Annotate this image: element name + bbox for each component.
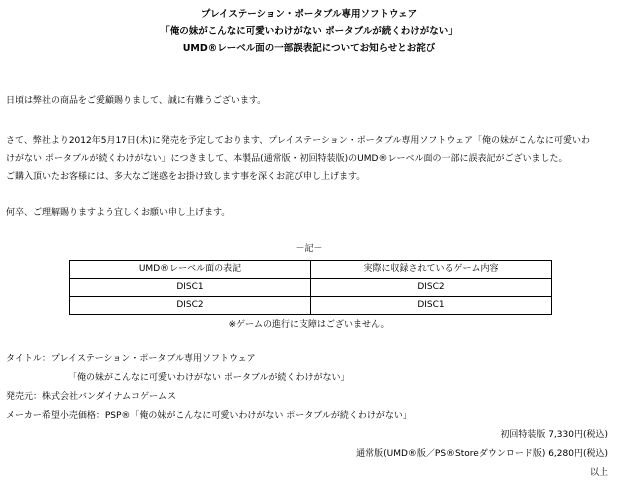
info-title-label: タイトル：プレイステーション・ポータブル専用ソフトウェア <box>6 354 256 364</box>
greeting-paragraph <box>6 92 612 110</box>
price-list <box>356 426 608 483</box>
table-cell: DISC1 <box>70 279 311 297</box>
table-header-row <box>70 261 552 279</box>
table-cell: DISC1 <box>311 297 552 315</box>
title-line-3: UMD®レーベル面の一部誤表記についてお知らせとお詫び <box>182 43 436 54</box>
table-row <box>70 297 552 315</box>
table-header-label: UMD®レーベル面の表記 <box>70 261 311 279</box>
product-info <box>6 350 612 426</box>
body-line-3: ご購入頂いたお客様には、多大なご迷惑をお掛け致します事を深くお詫び申し上げます。 <box>6 172 366 182</box>
table-note: ※ゲームの進行に支障はございません。 <box>228 320 390 330</box>
ki-heading: －記－ <box>295 244 323 254</box>
info-title-name: 「俺の妹がこんなに可愛いわけがない ポータブルが続くわけがない」 <box>68 373 350 383</box>
body-line-2: けがない ポータブルが続くわけがない」につきまして、本製品(通常版・初回特装版)のUMD®レーベル面の一部に誤表記がございました。 <box>6 154 568 164</box>
body-paragraph <box>6 132 612 186</box>
notice-title <box>0 6 618 57</box>
info-price-label: メーカー希望小売価格：PSP®「俺の妹がこんなに可愛いわけがない ポータブルが続くわけがない」 <box>6 411 412 421</box>
info-publisher: 発売元：株式会社バンダイナムコゲームス <box>6 392 177 402</box>
table-header-actual: 実際に収録されているゲーム内容 <box>311 261 552 279</box>
price-limited: 初回特装版 7,330円(税込) <box>500 430 608 440</box>
table-row <box>70 279 552 297</box>
body-line-1: さて、弊社より2012年5月17日(木)に発売を予定しております、プレイステーション・ポータブル専用ソフトウェア「俺の妹がこんなに可愛いわ <box>6 136 591 146</box>
request-text: 何卒、ご理解賜りますよう宜しくお願い申し上げます。 <box>6 208 231 218</box>
title-line-2: 「俺の妹がこんなに可愛いわけがない ポータブルが続くわけがない」 <box>160 26 458 37</box>
greeting-text: 日頃は弊社の商品をご愛顧賜りまして、誠に有難うございます。 <box>6 96 267 106</box>
request-paragraph <box>6 204 612 222</box>
price-regular: 通常版(UMD®版／PS®Storeダウンロード版) 6,280円(税込) <box>356 449 608 459</box>
title-line-1: プレイステーション・ポータブル専用ソフトウェア <box>200 9 418 20</box>
closing-mark: 以上 <box>589 468 608 478</box>
table-cell: DISC2 <box>70 297 311 315</box>
table-cell: DISC2 <box>311 279 552 297</box>
correction-table <box>69 260 552 315</box>
